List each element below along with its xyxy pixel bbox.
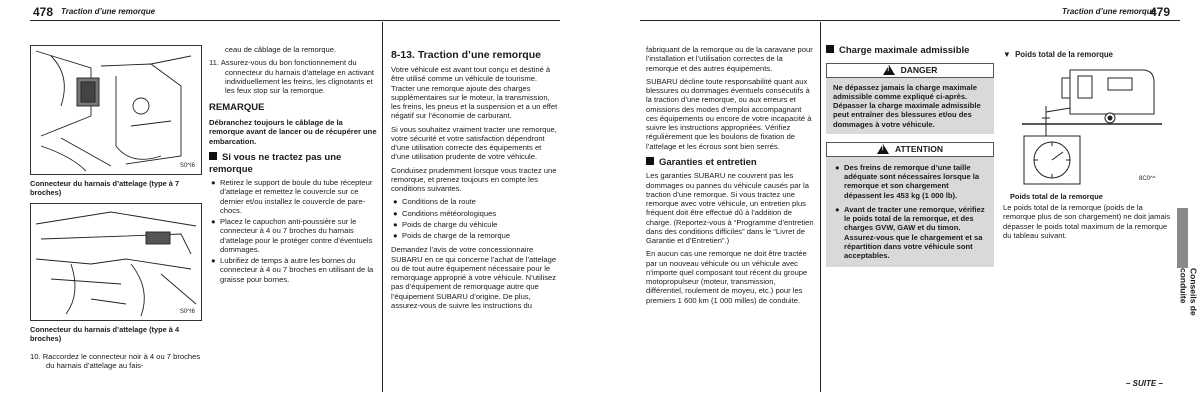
- list-item: ● Retirez le support de boule du tube récepteur d’attelage et remettez le couvercle sur ce dernier et/ou installez le couvercle de pare-chocs.: [211, 178, 373, 215]
- connector-7-pin-illustration: [31, 46, 202, 175]
- section-no-trailer: Si vous ne tractez pas une remorque: [209, 151, 342, 175]
- chapter-side-label: Conseils de conduite: [1178, 268, 1199, 316]
- bullet-icon: ●: [393, 231, 398, 241]
- section-warranty: Garanties et entretien: [646, 157, 814, 169]
- step-10-continuation: ceau de câblage de la remorque.: [225, 45, 337, 54]
- page-number-right: 479: [1150, 5, 1171, 19]
- paragraph: Votre véhicule est avant tout conçu et destiné à être utilisé comme un véhicule de tourisme. Tracter une remorque ajoute des charges supplémentaires sur le moteur, la transmission, les freins, les pneus et la suspension et a un effet négatif sur l’économie de carburant.: [391, 65, 558, 121]
- section-marker-icon: [209, 152, 217, 160]
- paragraph: fabriquant de la remorque ou de la caravane pour l’installation et l’utilisation correctes de la remorque et des autres équipements.: [646, 45, 813, 73]
- remark-title: REMARQUE: [209, 102, 265, 114]
- list-item: ● Des freins de remorque d’une taille adéquate sont nécessaires lorsque la remorque et son chargement dépassent les 453 kg (1 000 lb).: [835, 162, 980, 200]
- bullet-icon: ●: [835, 204, 840, 214]
- section-max-load: Charge maximale admissible: [826, 45, 994, 57]
- right-column-1: [646, 45, 814, 309]
- bullet-icon: ●: [835, 162, 840, 172]
- no-trailer-bullets: [209, 178, 377, 284]
- bullet-icon: ●: [393, 219, 398, 229]
- figure-code: 8C0^^: [1139, 176, 1156, 182]
- conditions-list: [391, 197, 559, 240]
- column-divider: [820, 22, 821, 392]
- paragraph: Les garanties SUBARU ne couvrent pas les dommages ou pannes du véhicule causés par la traction d’une remorque. Si vous tractez une remorque avec votre véhicule, un entretien plus fréquent doit être effectué dû à l’addition de charge. (Reportez-vous à “Programme d’entretien dans des conditions difficiles” dans le “Livret de Garantie et d’Entretien”.): [646, 171, 814, 246]
- page-number-left: 478: [33, 5, 54, 19]
- figure-code: S0^I6: [179, 162, 195, 169]
- figure-code: S0^I6: [179, 308, 195, 315]
- paragraph: Conduisez prudemment lorsque vous tractez une remorque, et prenez toujours en compte les conditions suivantes.: [391, 165, 557, 194]
- figure-caption-7-pin: Connecteur du harnais d’attelage (type à 7 broches): [30, 179, 180, 198]
- section-marker-icon: [826, 45, 834, 53]
- right-column-2: [826, 45, 994, 267]
- header-rule-right: [640, 20, 1180, 21]
- figure-7-pin-connector: [30, 45, 202, 175]
- list-item: ● Poids de charge de la remorque: [393, 231, 511, 241]
- remark-text: Débranchez toujours le câblage de la remorque avant de lancer ou de récupérer une embarcation.: [209, 118, 377, 146]
- trailer-weight-text: Le poids total de la remorque (poids de la remorque plus de son chargement) ne doit jamais dépasser le poids total maximum de la remorque du tableau suivant.: [1003, 203, 1171, 240]
- paragraph: Demandez l’avis de votre concessionnaire SUBARU en ce qui concerne l’achat de l’attelage ou de tout autre équipement nécessaire pour le remorquage approprié à votre véhicule. N’utilisez pas d’équipement de remorquage autre que l’équipement SUBARU d’origine. De plus, assurez-vous de suivre les instructions du: [391, 245, 557, 310]
- bullet-icon: ●: [393, 208, 398, 218]
- section-marker-icon: [646, 157, 654, 165]
- list-item: ● Lubrifiez de temps à autre les bornes du connecteur à 4 ou 7 broches en utilisant de la graisse pour bornes.: [211, 256, 374, 284]
- danger-header: ! DANGER: [826, 63, 994, 78]
- list-item: ● Conditions de la route: [393, 197, 476, 207]
- column-divider: [382, 22, 383, 392]
- left-column-3: [391, 45, 559, 314]
- step-10: 10. Raccordez le connecteur noir à 4 ou 7 broches du harnais d’attelage au fais-: [30, 352, 201, 371]
- caution-body: [826, 157, 994, 268]
- connector-4-pin-illustration: [31, 204, 202, 321]
- continued-footer: – SUITE –: [1126, 379, 1163, 388]
- list-item: ● Avant de tracter une remorque, vérifiez le poids total de la remorque, et des charges GVW, GAW et du timon. Assurez-vous que le chargement et sa répartition dans votre véhicule sont acceptables.: [835, 204, 985, 261]
- chapter-tab: [1177, 208, 1188, 268]
- section-title-8-13: 8-13. Traction d’une remorque: [391, 49, 541, 61]
- trailer-on-scale-illustration: [1012, 62, 1172, 186]
- warning-triangle-icon: !: [877, 144, 889, 154]
- section-trailer-weight: ▼ Poids total de la remorque: [1003, 50, 1113, 59]
- caution-header: ! ATTENTION: [826, 142, 994, 157]
- step-11: 11. Assurez-vous du bon fonctionnement du connecteur du harnais d’attelage en activant individuellement les freins, les clignotants et les feux stop sur la remorque.: [209, 58, 375, 95]
- figure-trailer-scale: [1012, 62, 1172, 186]
- figure-caption-4-pin: Connecteur du harnais d’attelage (type à 4 broches): [30, 325, 180, 344]
- figure-caption-trailer-weight: Poids total de la remorque: [1010, 192, 1103, 201]
- running-head-right: Traction d’une remorque: [1062, 7, 1157, 16]
- list-item: ● Poids de charge du véhicule: [393, 219, 498, 229]
- warning-triangle-icon: !: [883, 65, 895, 75]
- running-head-left: Traction d’une remorque: [61, 7, 156, 16]
- list-item: ● Conditions météorologiques: [393, 208, 497, 218]
- bullet-icon: ●: [211, 256, 216, 266]
- paragraph: En aucun cas une remorque ne doit être tractée par un nouveau véhicule ou un véhicule avec n’importe quel composant tout récent du groupe motopropulseur (moteur, transmission, différentiel, roulement de moyeu, etc.) pour les premiers 1 600 km (1 000 milles) de conduite.: [646, 249, 808, 305]
- danger-body: Ne dépassez jamais la charge maximale admissible comme expliqué ci-après. Dépasser la charge maximale admissible peut entraîner des blessures et/ou des dommages à votre véhicule.: [826, 78, 994, 134]
- bullet-icon: ●: [211, 217, 216, 227]
- bullet-icon: ●: [393, 197, 398, 207]
- header-rule-left: [30, 20, 560, 21]
- list-item: ● Placez le capuchon anti-poussière sur le connecteur à 4 ou 7 broches du harnais d’attelage pour le protéger contre d’éventuels dommages.: [211, 217, 373, 254]
- paragraph: Si vous souhaitez vraiment tracter une remorque, votre sécurité et votre satisfaction dépendront d’une utilisation correcte des équipements et d’une utilisation prudente de votre véhicule.: [391, 124, 557, 162]
- figure-4-pin-connector: [30, 203, 202, 321]
- bullet-icon: ●: [211, 178, 216, 188]
- paragraph: SUBARU décline toute responsabilité quant aux blessures ou dommages éventuels consécutifs à la traction d’une remorque, ou aux erreurs et omissions des modes d’emploi accompagnant ces équipements ou encore de votre incapacité à suivre les instructions appropriées. Vérifiez régulièrement que les boulons de fixation de l’attelage et les écrous sont bien serrés.: [646, 76, 812, 151]
- left-column-2: [209, 45, 377, 286]
- triangle-down-icon: ▼: [1003, 50, 1011, 59]
